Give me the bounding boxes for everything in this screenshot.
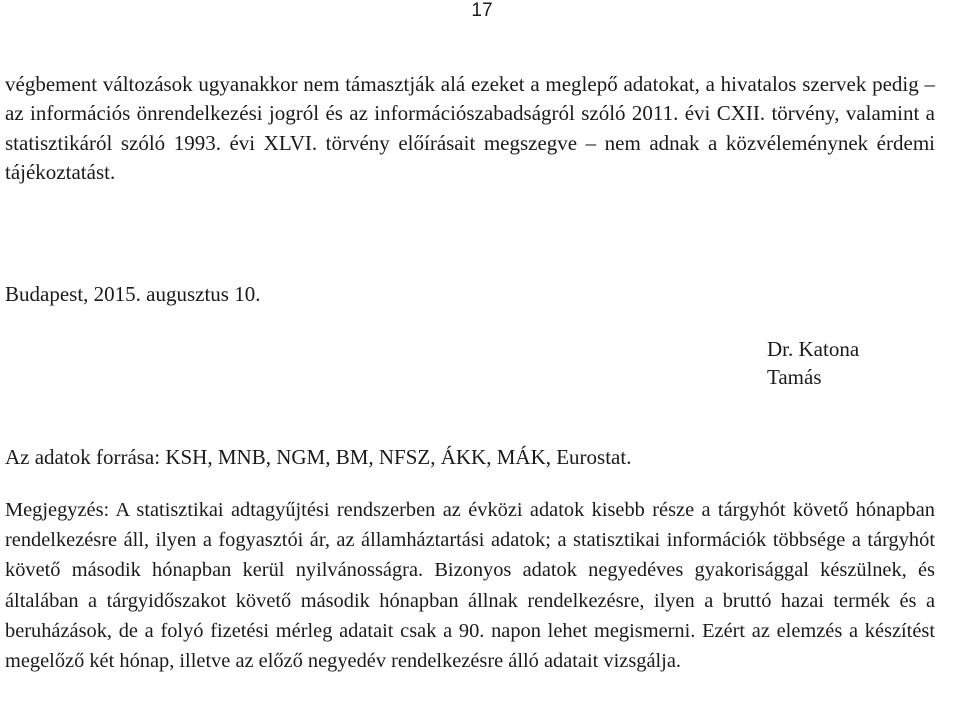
body-paragraph-1: végbement változások ugyanakkor nem támasztják alá ezeket a meglepő adatokat, a hivatalos szervek pedig – az információs önrendelkezési jogról és az információszabadságról szóló 2011. évi CXII. törvény, valamint a statisztikáról szóló 1993. évi XLVI. törvény előírásait megszegve – nem adnak a közvéleménynek érdemi tájékoztatást.	[5, 72, 935, 184]
page-number: 17	[471, 0, 493, 21]
signature-name: Dr. Katona Tamás	[767, 337, 860, 389]
date-line: Budapest, 2015. augusztus 10.	[5, 282, 261, 306]
data-source-line: Az adatok forrása: KSH, MNB, NGM, BM, NFSZ, ÁKK, MÁK, Eurostat.	[5, 445, 632, 469]
note-paragraph: Megjegyzés: A statisztikai adtagyűjtési rendszerben az évközi adatok kisebb része a tárgyhót követő hónapban rendelkezésre áll, ilyen a fogyasztói ár, az államháztartási adatok; a statisztikai információk többsége a tárgyhót követő második hónapban kerül nyilvánosságra. Bizonyos adatok negyedéves gyakorisággal készülnek, és általában a tárgyidőszakot követő második hónapban állnak rendelkezésre, ilyen a bruttó hazai termék és a beruházások, de a folyó fizetési mérleg adatait csak a 90. napon lehet megismerni. Ezért az elemzés a készítést megelőző két hónap, illetve az előző negyedév rendelkezésre álló adatait vizsgálja.	[5, 499, 935, 673]
